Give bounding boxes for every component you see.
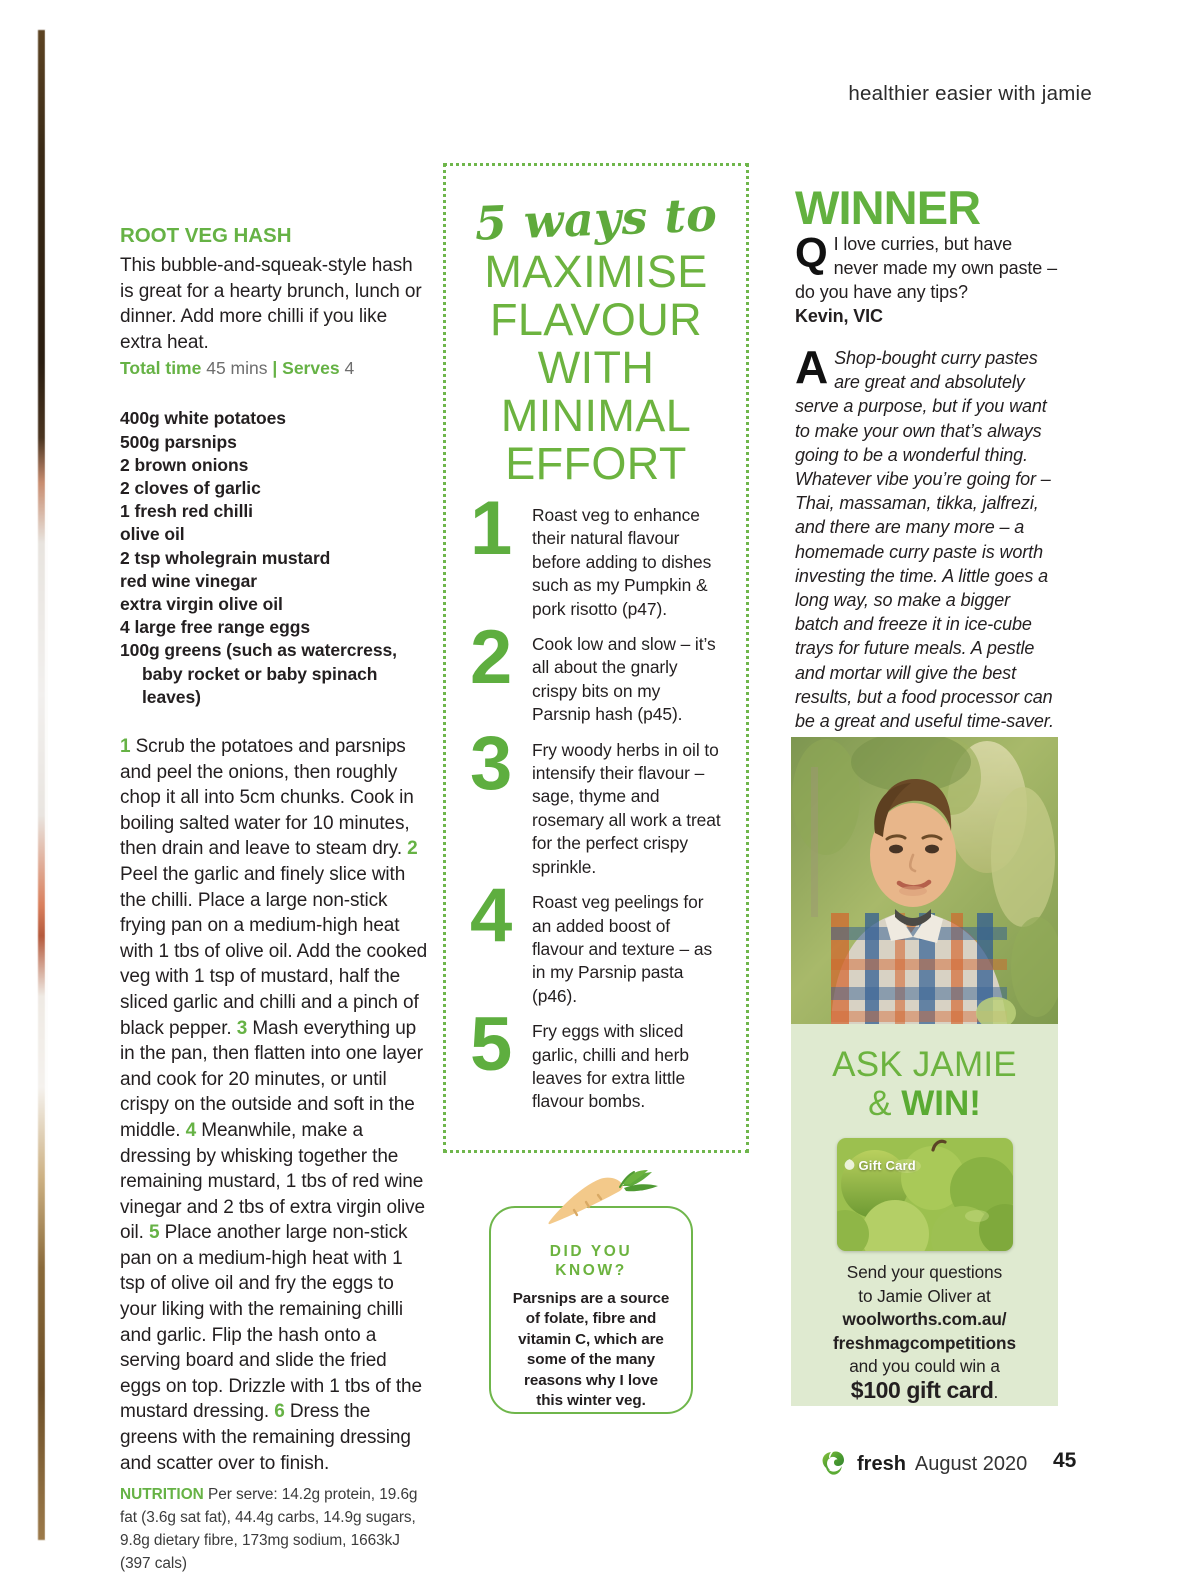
tip-text: Roast veg peelings for an added boost of flavour and texture – as in my Parsnip pasta (p46). [532,892,713,1006]
step-text: Peel the garlic and finely slice with the chilli. Place a large non-stick frying pan on a medium-high heat with 1 tbs of olive oil. Add the cooked veg with 1 tsp of mustard, half the sliced garlic and chilli and a pinch of black pepper. [120,863,428,1039]
step-number: 5 [149,1222,160,1244]
tip-number: 2 [470,615,511,701]
tip-text: Fry woody herbs in oil to intensify their flavour – sage, thyme and rosemary all work a treat for the perfect crispy sprinkle. [532,739,721,877]
tip-item [470,615,722,727]
promo-instructions [791,1261,1058,1405]
tip-item [470,486,722,621]
ingredient-item: 2 brown onions [120,454,249,475]
did-you-know-heading-line1: DID YOU [549,1243,633,1260]
promo-amp: & [868,1084,902,1123]
recipe-column [120,224,430,1575]
step-text: Meanwhile, make a dressing by whisking together the remaining mustard, 1 tbs of red wine vinegar and 2 tbs of extra virgin olive oil. [120,1119,425,1244]
did-you-know-heading [509,1242,673,1280]
answer-text: Shop-bought curry pastes are great and absolutely serve a purpose, but if you want to make your own that’s always going to be a wonderful thing. Whatever vibe you’re going for – Thai, massaman, tikka, jalfrezi, and there are many more – a homemade curry paste is worth investing the time. A little goes a long way, so make a bigger batch and freeze it in ice-cube trays for future meals. A pestle and mortar will give the best results, but a food processor can be a great and useful time-saver. [795,348,1054,732]
ingredients-list [120,407,430,709]
question-asker: Kevin, VIC [795,306,883,326]
footer-issue: August 2020 [914,1452,1028,1475]
ask-jamie-column [795,181,1058,733]
facing-page-edge [38,30,45,1540]
recipe-intro: This bubble-and-squeak-style hash is great for a hearty brunch, lunch or dinner. Add more chilli if you like extra heat. [120,255,422,353]
step-number: 6 [274,1401,285,1423]
ingredient-item: extra virgin olive oil [120,594,283,614]
promo-win: WIN! [901,1084,981,1123]
feature-script-title: 5 ways to [473,187,719,251]
five-ways-panel [443,163,749,1153]
jamie-oliver-photo [791,737,1058,1024]
promo-url-line1[interactable]: woolworths.com.au/ [842,1309,1007,1330]
gift-card-image [837,1138,1013,1251]
answer-dropcap: A [795,341,829,393]
feature-headline: MAXIMISE FLAVOUR WITH MINIMAL EFFORT [484,246,708,489]
recipe-meta: Total time 45 mins | Serves 4 [120,358,355,379]
promo-url-line2[interactable]: freshmagcompetitions [833,1332,1016,1353]
tip-number: 1 [470,486,511,571]
tip-text: Cook low and slow – it’s all about the gnarly crispy bits on my Parsnip hash (p45). [532,634,716,725]
page-gutter [45,30,48,1540]
promo-prize-amount: $100 gift card [850,1376,994,1403]
ask-jamie-promo [791,1024,1058,1406]
step-number: 1 [120,736,131,758]
step-text: Scrub the potatoes and parsnips and peel the onions, then roughly chop it all into 5cm chunks. Cook in boiling salted water for 10 minutes, then drain and leave to steam dry. [120,736,414,860]
total-time-label: Total time [120,358,202,379]
tip-text: Fry eggs with sliced garlic, chilli and herb leaves for extra little flavour bombs. [532,1021,689,1112]
step-number: 4 [185,1119,197,1141]
question-text: I love curries, but have never made my own paste – do you have any tips? [795,234,1057,302]
ingredient-item: 4 large free range eggs [120,617,311,638]
nutrition-label: NUTRITION [120,1486,204,1504]
ingredient-item: baby rocket or baby spinach leaves) [142,663,383,707]
question-dropcap: Q [795,229,828,276]
tip-number: 4 [470,873,511,959]
nutrition-info [120,1483,430,1575]
ingredient-item: red wine vinegar [120,570,257,591]
did-you-know-block [489,1206,693,1414]
answer-block [795,341,1058,733]
tip-item [470,873,722,1008]
did-you-know-body: Parsnips are a source of folate, fibre and vitamin C, which are some of the many reasons why I love this winter veg. [512,1290,670,1410]
promo-headline-line1: ASK JAMIE [832,1045,1017,1084]
footer-brand: fresh [857,1452,906,1475]
tip-text: Roast veg to enhance their natural flavour before adding to dishes such as my Pumpkin & pork risotto (p47). [532,505,712,619]
recipe-title: ROOT VEG HASH [120,224,292,247]
step-text: Dress the greens with the remaining dressing and scatter over to finish. [120,1401,411,1474]
serves-label: Serves [282,358,340,379]
gift-card-label: Gift Card [858,1158,916,1173]
promo-prize-line [807,1376,1042,1405]
carrot-icon [544,1170,664,1228]
serves-value: 4 [344,358,355,379]
step-number: 2 [407,838,418,860]
page-footer [818,1449,1027,1479]
nutrition-text: Per serve: 14.2g protein, 19.6g fat (3.6g sat fat), 44.4g carbs, 14.9g sugars, 9.8g dietary fibre, 173mg sodium, 1663kJ (397 cals) [120,1486,418,1573]
step-number: 3 [236,1017,248,1039]
feature-column [443,163,749,1153]
masthead: healthier easier with jamie [848,82,1092,105]
ingredient-item: 2 tsp wholegrain mustard [120,547,331,568]
promo-send-line2: to Jamie Oliver at [858,1285,991,1306]
promo-send-line1: Send your questions [846,1262,1003,1282]
ingredient-item: 100g greens (such as watercress, [120,640,397,661]
ingredient-item: 1 fresh red chilli [120,501,253,522]
tip-number: 3 [470,720,511,806]
step-text: Place another large non-stick pan on a medium-high heat with 1 tsp of olive oil and fry the eggs to your liking with the remaining chilli and garlic. Flip the hash onto a serving board and slide the fried eggs on top. Drizzle with 1 tbs of the mustard dressing. [120,1222,422,1423]
page-number: 45 [1053,1449,1077,1472]
promo-headline-line2 [791,1084,1058,1124]
tip-item [470,1002,722,1114]
method-steps [120,734,430,1476]
carrot-notch [541,1232,667,1242]
woolworths-apple-logo-icon [818,1449,848,1479]
ingredient-item: 400g white potatoes [120,408,286,429]
woolworths-logo-icon [843,1158,856,1171]
tip-item [470,720,722,879]
did-you-know-heading-line2: KNOW? [555,1262,627,1279]
promo-send-line3: and you could win a [849,1356,1000,1377]
question-block [795,229,1058,328]
ingredient-item: 500g parsnips [120,431,237,452]
step-text: Mash everything up in the pan, then flatten into one layer and cook for 20 minutes, or until crispy on the outside and soft in the middle. [120,1017,423,1141]
winner-title: WINNER [795,181,981,234]
total-time-value: 45 mins [206,358,268,379]
ingredient-item: 2 cloves of garlic [120,477,261,498]
promo-prize-period: . [993,1381,999,1402]
ingredient-item: olive oil [120,524,185,545]
tip-number: 5 [470,1002,511,1088]
